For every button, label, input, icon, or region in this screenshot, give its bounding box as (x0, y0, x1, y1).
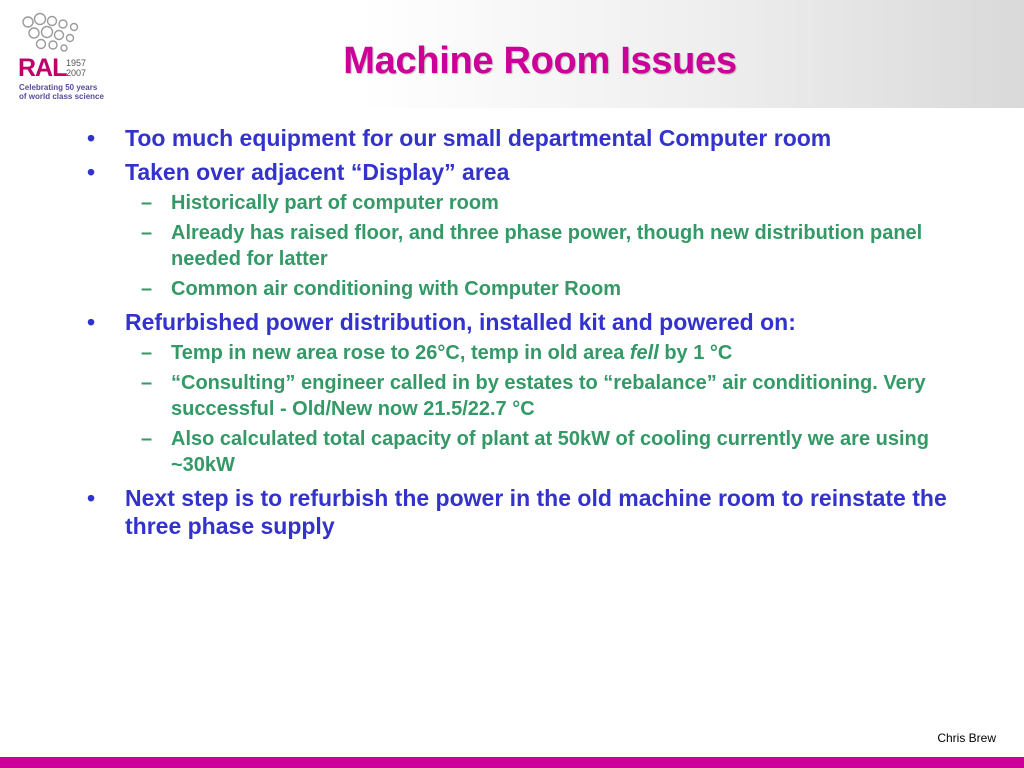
bullet-marker: • (87, 309, 96, 335)
footer-bar (0, 757, 1024, 768)
slide-title: Machine Room Issues (343, 40, 737, 82)
sub-bullet-marker: – (141, 192, 153, 214)
logo-year-start: 1957 (66, 58, 87, 68)
emphasis-text: fell (629, 342, 659, 364)
bullet-item (84, 124, 954, 152)
sub-bullet-text: Historically part of computer room (171, 192, 499, 214)
slide-body (84, 124, 954, 540)
sub-bullet-marker: – (141, 342, 153, 364)
sub-bullet-marker: – (141, 372, 153, 394)
sub-bullet-item (84, 426, 954, 478)
sub-bullet-item (84, 220, 954, 272)
logo-tagline-line: Celebrating 50 years (19, 83, 98, 92)
bullet-text: Too much equipment for our small departmental Computer room (125, 125, 832, 151)
logo-letters: RAL (18, 54, 67, 82)
sub-bullet-marker: – (141, 428, 153, 450)
sub-bullet-marker: – (141, 222, 153, 244)
logo-tagline-line: of world class science (19, 92, 104, 101)
sub-bullet-item (84, 340, 954, 366)
bullet-marker: • (87, 485, 96, 511)
sub-bullet-text: Common air conditioning with Computer Room (171, 278, 621, 300)
sub-bullet-marker: – (141, 278, 153, 300)
bullet-text: Refurbished power distribution, installed kit and powered on: (125, 309, 796, 335)
bullet-text: Next step is to refurbish the power in the old machine room to reinstate the three phase supply (125, 485, 947, 539)
bullet-marker: • (87, 125, 96, 151)
sub-bullet-text: “Consulting” engineer called in by estates to “rebalance” air conditioning. Very successful - Old/New now 21.5/22.7 °C (171, 372, 926, 420)
bullet-marker: • (87, 159, 96, 185)
bullet-item (84, 158, 954, 186)
sub-bullet-text-part: Temp in new area rose to 26°C, temp in old area (171, 342, 630, 364)
logo-tagline (19, 83, 129, 101)
sub-bullet-text: Already has raised floor, and three phase power, though new distribution panel needed for latter (171, 222, 923, 270)
sub-bullet-text: Also calculated total capacity of plant at 50kW of cooling currently we are using ~30kW (171, 428, 929, 476)
sub-bullet-item (84, 276, 954, 302)
bullet-item (84, 308, 954, 336)
bullet-text: Taken over adjacent “Display” area (125, 159, 510, 185)
sub-bullet-text (171, 342, 732, 364)
slide-header (0, 0, 1024, 108)
bullet-item (84, 484, 954, 540)
footer-author: Chris Brew (937, 731, 996, 745)
logo-year-end: 2007 (66, 68, 87, 78)
sub-bullet-text-part: by 1 °C (658, 342, 733, 364)
sub-bullet-item (84, 370, 954, 422)
sub-bullet-item (84, 190, 954, 216)
